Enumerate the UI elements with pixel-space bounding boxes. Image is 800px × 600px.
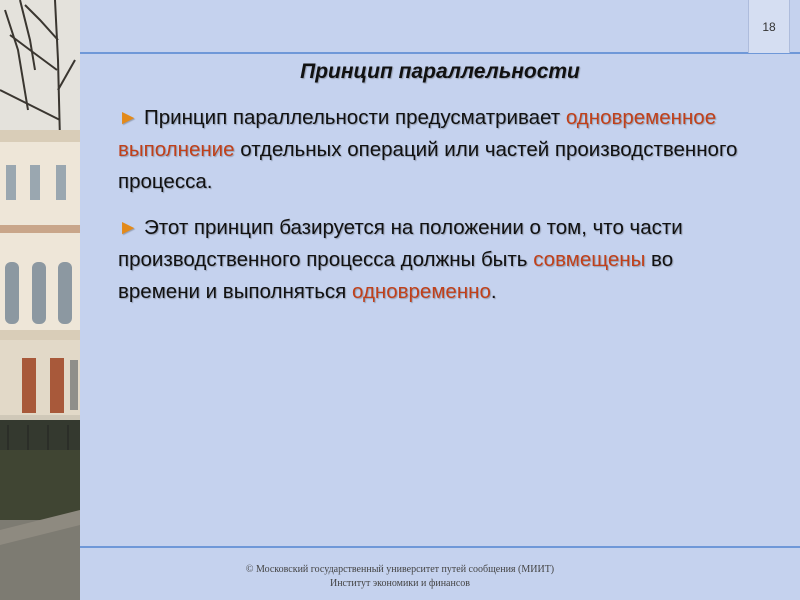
building-photo-graphic <box>0 0 80 600</box>
paragraph-1 <box>118 102 758 198</box>
footer <box>80 563 720 591</box>
paragraph-1-highlight: одновременное выполнение <box>118 106 717 161</box>
paragraph-2-text-1: Этот принцип базируется на положении о том, что части производственного процесса должны быть <box>118 216 683 271</box>
paragraph-2-highlight-2: одновременно <box>352 280 491 303</box>
paragraph-1-text-1: Принцип параллельности предусматривает <box>144 106 561 129</box>
page-number: 18 <box>762 20 776 34</box>
paragraph-2-text-2: во времени и выполняться <box>118 248 674 303</box>
page-number-box <box>748 0 790 53</box>
bullet-arrow-icon: ► <box>118 216 139 239</box>
building-photo <box>0 0 80 600</box>
paragraph-1-text-2: отдельных операций или частей производственного процесса. <box>118 138 738 193</box>
paragraph-2 <box>118 212 758 308</box>
footer-line-2: Институт экономики и финансов <box>329 578 471 589</box>
bottom-divider <box>80 546 800 548</box>
paragraph-2-highlight-1: совмещены <box>533 248 646 271</box>
bullet-arrow-icon: ► <box>118 106 139 129</box>
footer-line-1: © Московский государственный университет путей сообщения (МИИТ) <box>245 564 555 575</box>
top-divider <box>80 52 800 54</box>
paragraph-2-text-3: . <box>490 280 497 303</box>
slide-title: Принцип параллельности <box>300 60 580 83</box>
